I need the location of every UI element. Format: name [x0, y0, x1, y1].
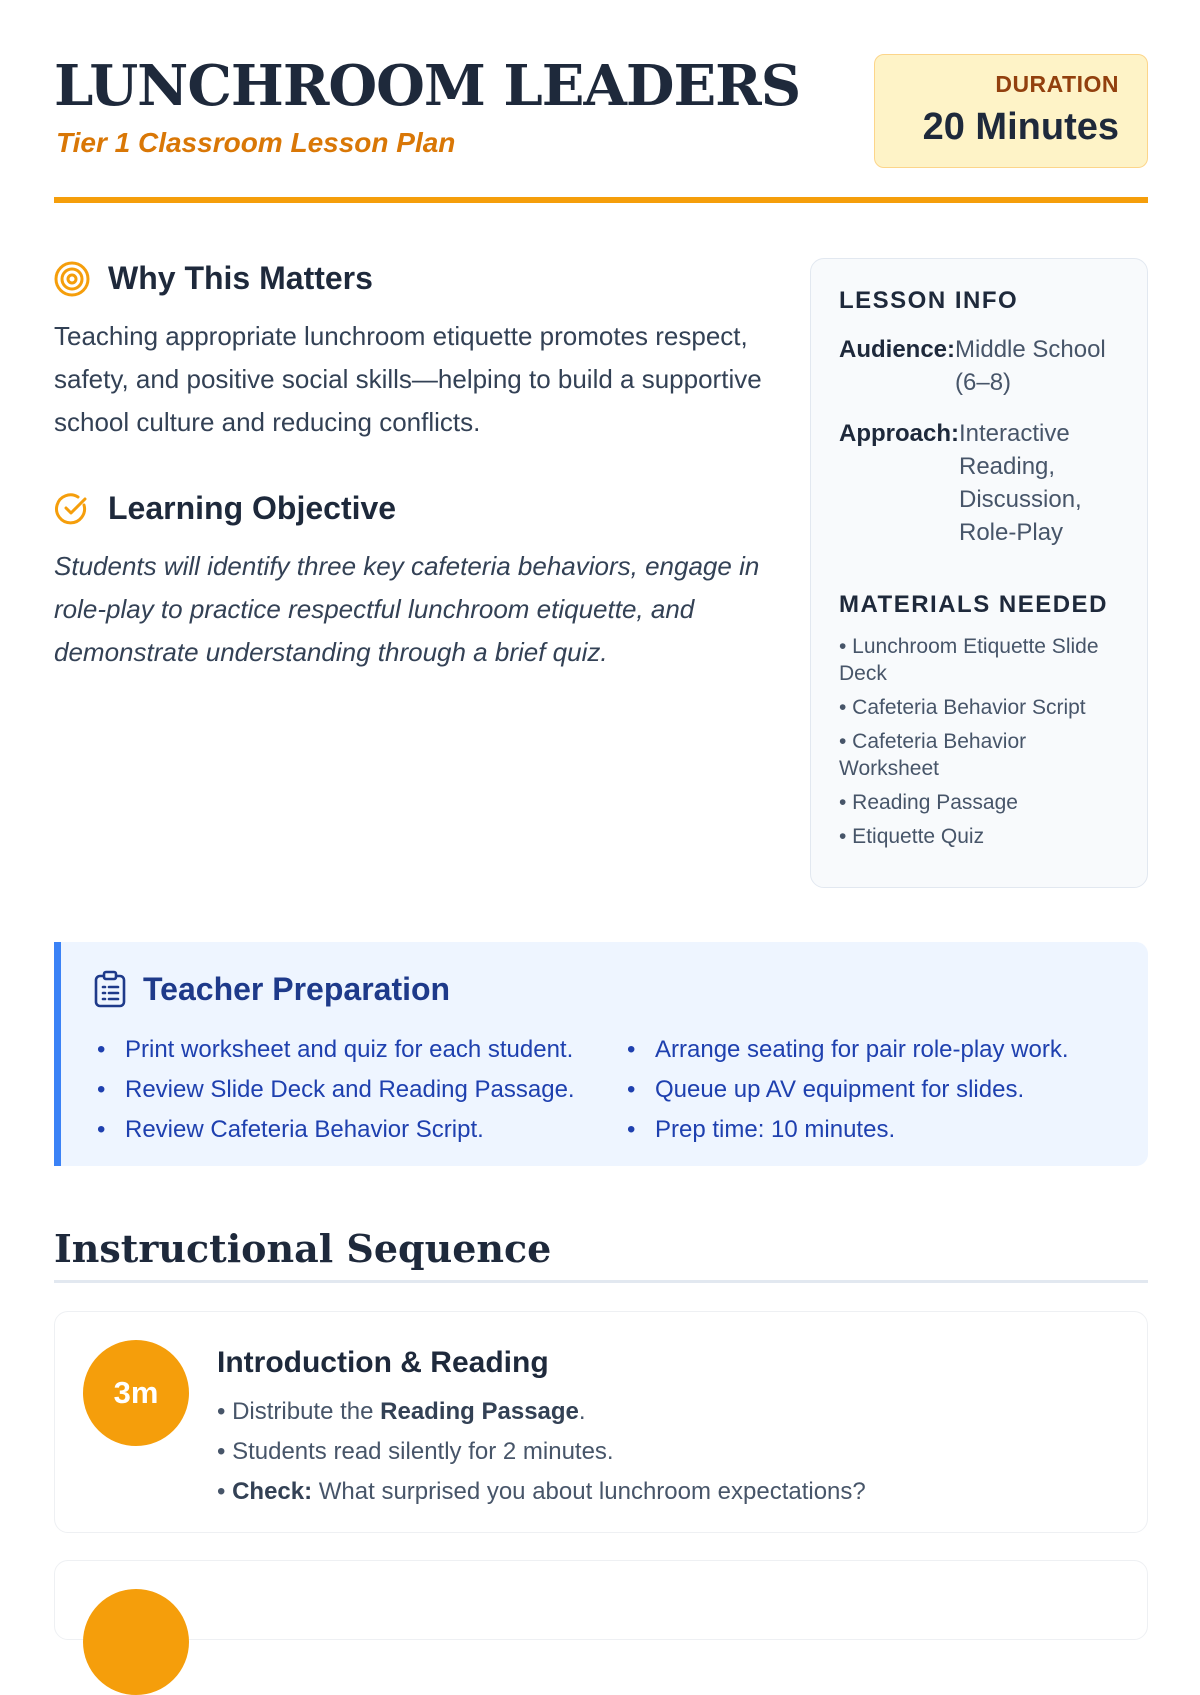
clipboard-icon — [93, 970, 127, 1008]
duration-value: 20 Minutes — [922, 106, 1119, 148]
prep-heading-row — [93, 970, 450, 1008]
target-icon — [54, 261, 90, 297]
why-heading: Why This Matters — [108, 260, 373, 296]
list-item: • Etiquette Quiz — [839, 825, 985, 848]
step-title: Introduction & Reading — [217, 1346, 549, 1379]
list-item: • Students read silently for 2 minutes. — [217, 1438, 614, 1465]
sequence-divider — [54, 1280, 1148, 1283]
list-item: • Reading Passage — [839, 791, 1018, 814]
page-title: LUNCHROOM LEADERS — [54, 53, 801, 119]
audience-row — [839, 333, 1119, 399]
sequence-heading: Instructional Sequence — [54, 1226, 552, 1271]
approach-row — [839, 417, 1119, 549]
step-card-partial — [54, 1560, 1148, 1640]
duration-badge — [874, 54, 1148, 168]
list-item: • Distribute the Reading Passage. — [217, 1398, 586, 1425]
step-bullets — [217, 1392, 866, 1512]
materials-list — [839, 633, 1119, 850]
step-duration-badge — [83, 1589, 189, 1695]
list-item: • Cafeteria Behavior Script — [839, 696, 1086, 719]
step-duration-badge: 3m — [83, 1340, 189, 1446]
lesson-info-heading: LESSON INFO — [839, 287, 1019, 314]
objective-heading-row — [54, 490, 396, 527]
prep-list-left — [93, 1030, 575, 1150]
lesson-info-card — [810, 258, 1148, 888]
step-card — [54, 1311, 1148, 1533]
objective-heading: Learning Objective — [108, 490, 397, 526]
duration-label: DURATION — [995, 71, 1119, 97]
materials-heading: MATERIALS NEEDED — [839, 591, 1108, 618]
list-item: • Prep time: 10 minutes. — [623, 1110, 1069, 1150]
audience-value: Middle School (6–8) — [955, 336, 1106, 396]
approach-value: Interactive Reading, Discussion, Role-Play — [959, 420, 1082, 546]
approach-label: Approach: — [839, 420, 959, 447]
why-heading-row — [54, 260, 373, 297]
list-item: • Print worksheet and quiz for each student. — [93, 1030, 575, 1070]
list-item: • Queue up AV equipment for slides. — [623, 1070, 1069, 1110]
list-item: • Review Cafeteria Behavior Script. — [93, 1110, 575, 1150]
teacher-preparation-panel — [54, 942, 1148, 1166]
why-text: Teaching appropriate lunchroom etiquette promotes respect, safety, and positive social skills—helping to build a supportive school culture and reducing conflicts. — [54, 321, 762, 437]
list-item: • Check: What surprised you about lunchroom expectations? — [217, 1478, 866, 1505]
list-item: • Lunchroom Etiquette Slide Deck — [839, 635, 1099, 685]
prep-list-right — [623, 1030, 1069, 1150]
objective-text: Students will identify three key cafeteria behaviors, engage in role-play to practice respectful lunchroom etiquette, and demonstrate understanding through a brief quiz. — [54, 551, 760, 667]
list-item: • Arrange seating for pair role-play work. — [623, 1030, 1069, 1070]
header — [54, 0, 1148, 205]
header-divider — [54, 197, 1148, 203]
lesson-plan-page — [54, 0, 1148, 1505]
prep-heading: Teacher Preparation — [143, 970, 451, 1007]
page-subtitle: Tier 1 Classroom Lesson Plan — [56, 127, 456, 158]
audience-label: Audience: — [839, 336, 956, 363]
list-item: • Cafeteria Behavior Worksheet — [839, 730, 1027, 780]
list-item: • Review Slide Deck and Reading Passage. — [93, 1070, 575, 1110]
check-circle-icon — [54, 491, 90, 527]
